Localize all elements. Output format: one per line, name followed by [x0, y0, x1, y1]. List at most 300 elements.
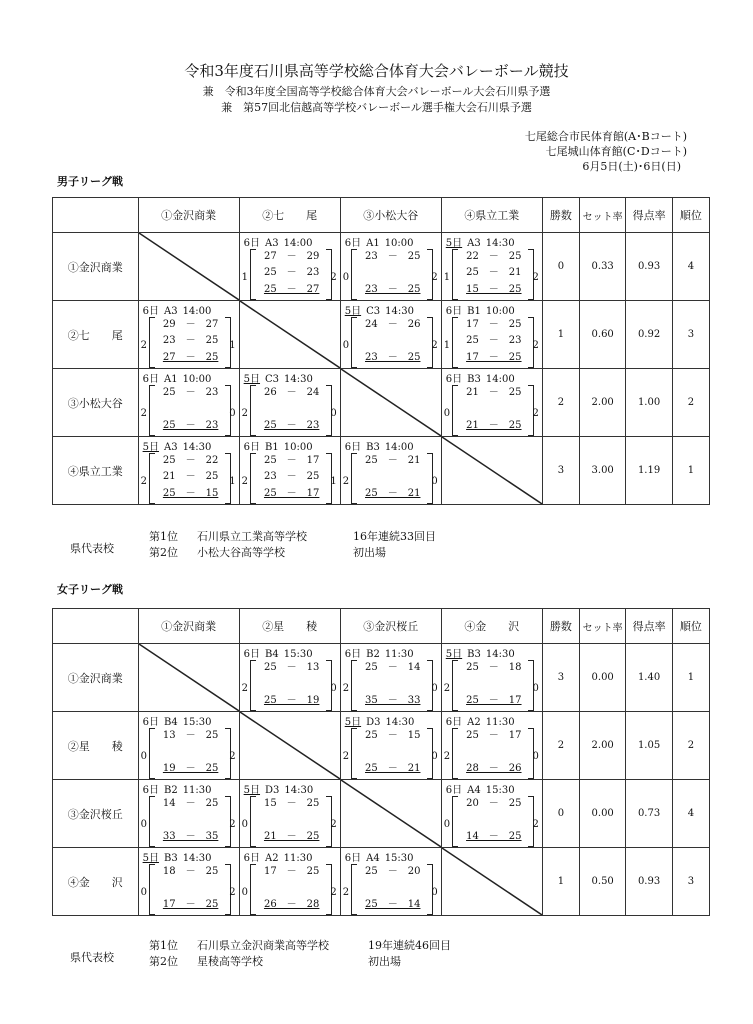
- stat-column-header: セット率: [579, 609, 625, 644]
- stat-column-header: セット率: [579, 198, 625, 233]
- match-court: A3: [163, 442, 178, 453]
- match-header: [446, 370, 515, 385]
- match-court: B4: [163, 717, 178, 728]
- set-score: 23 － 25: [365, 251, 421, 262]
- left-bracket: [149, 317, 155, 368]
- match-court: A2: [467, 717, 481, 728]
- self-match-cell: [138, 233, 239, 301]
- sets-lost: 1: [330, 476, 337, 487]
- left-bracket: [351, 453, 357, 504]
- match-time: 10:00: [485, 306, 515, 317]
- team-column-header: ②七 尾: [239, 198, 340, 233]
- set-score: 28 － 26: [466, 763, 522, 774]
- match-time: 10:00: [182, 374, 212, 385]
- set-score: 17 － 25: [263, 866, 320, 877]
- match-day: 6日: [445, 306, 463, 317]
- set-scores: [460, 728, 528, 777]
- sets-lost: 0: [431, 683, 438, 694]
- match-day: 5日: [445, 238, 463, 249]
- sets-won: 0: [140, 819, 147, 830]
- sets-won: 2: [140, 340, 147, 351]
- self-match-cell: [441, 437, 542, 505]
- match-cell: [340, 644, 441, 712]
- match-cell: [441, 780, 542, 848]
- sets-won: 0: [140, 887, 147, 898]
- match-time: 14:30: [485, 238, 515, 249]
- sets-won: 2: [443, 751, 451, 762]
- corner-cell: [53, 198, 139, 233]
- set-score: 25 － 23: [263, 420, 320, 431]
- point-ratio-cell: 0.92: [626, 301, 672, 369]
- match-day: 6日: [142, 785, 159, 796]
- set-score: 20 － 25: [466, 798, 522, 809]
- set-score: 21 － 25: [466, 387, 522, 398]
- match-day: 5日: [445, 649, 463, 660]
- left-bracket: [250, 249, 256, 300]
- set-score: 22 － 25: [466, 251, 522, 262]
- team-row: [53, 437, 710, 505]
- sets-won: 2: [443, 683, 451, 694]
- match-cell: [340, 437, 441, 505]
- match-day: 6日: [445, 374, 463, 385]
- match-cell: [138, 437, 239, 505]
- match-day: 6日: [243, 238, 261, 249]
- league-title: 女子リーグ戦: [57, 583, 123, 596]
- match-court: B1: [467, 306, 481, 317]
- match-court: A1: [366, 238, 380, 249]
- match-day: 6日: [142, 717, 159, 728]
- set-score: [157, 401, 225, 416]
- team-row: [53, 848, 710, 916]
- set-scores: [258, 385, 326, 434]
- diagonal-line: [139, 644, 239, 711]
- sets-lost: 2: [229, 751, 236, 762]
- match-time: 15:30: [485, 785, 515, 796]
- match-day: 6日: [142, 374, 159, 385]
- set-score: 27 － 25: [162, 352, 219, 363]
- match-time: 14:30: [385, 306, 414, 317]
- sets-lost: 0: [532, 683, 539, 694]
- set-score: 21 － 25: [466, 420, 522, 431]
- match-cell: [239, 848, 340, 916]
- match-header: [143, 713, 212, 728]
- set-score: 25 － 21: [365, 763, 421, 774]
- match-time: 14:00: [283, 238, 313, 249]
- rank-cell: 4: [672, 233, 709, 301]
- left-bracket: [351, 660, 357, 711]
- team-column-header: ④県立工業: [441, 198, 542, 233]
- match-cell: [239, 644, 340, 712]
- set-score: 25 － 19: [263, 695, 320, 706]
- set-score: 25 － 17: [263, 488, 320, 499]
- match-time: 15:30: [384, 853, 414, 864]
- set-score: 25 － 14: [365, 899, 421, 910]
- match-court: A1: [163, 374, 178, 385]
- set-score: 18 － 25: [162, 866, 219, 877]
- set-scores: [460, 249, 528, 298]
- set-scores: [359, 249, 427, 298]
- wins-cell: 0: [542, 233, 579, 301]
- representative-place: 第2位: [149, 546, 178, 559]
- diagonal-line: [240, 712, 340, 779]
- match-court: A3: [163, 306, 178, 317]
- match-cell: [138, 369, 239, 437]
- sets-lost: 0: [431, 751, 438, 762]
- set-score: 25 － 23: [162, 387, 219, 398]
- match-court: B1: [265, 442, 279, 453]
- match-header: [446, 302, 515, 317]
- set-score: 24 － 26: [365, 319, 421, 330]
- match-cell: [239, 233, 340, 301]
- set-score: 23 － 25: [365, 352, 421, 363]
- match-header: [345, 645, 414, 660]
- match-header: [345, 849, 414, 864]
- wins-cell: 3: [542, 437, 579, 505]
- set-score: [359, 265, 427, 280]
- match-cell: [138, 301, 239, 369]
- team-row: [53, 301, 710, 369]
- stat-column-header: 順位: [672, 198, 709, 233]
- match-cell: [441, 233, 542, 301]
- sets-lost: 1: [229, 340, 236, 351]
- sets-won: 0: [342, 272, 350, 283]
- left-bracket: [250, 796, 256, 847]
- sets-lost: 2: [431, 272, 438, 283]
- set-scores: [258, 864, 326, 913]
- match-day: 5日: [142, 853, 159, 864]
- set-score: 25 － 20: [365, 866, 421, 877]
- set-score: 26 － 24: [263, 387, 320, 398]
- set-score: [359, 744, 427, 759]
- self-match-cell: [340, 780, 441, 848]
- set-score: [157, 744, 225, 759]
- match-cell: [138, 848, 239, 916]
- sets-lost: 2: [330, 819, 337, 830]
- set-score: [258, 812, 326, 827]
- sets-won: 0: [241, 819, 249, 830]
- diagonal-line: [341, 369, 441, 436]
- set-score: 25 － 18: [466, 662, 522, 673]
- self-match-cell: [441, 848, 542, 916]
- set-scores: [157, 317, 225, 366]
- set-score: 25 － 23: [466, 335, 522, 346]
- match-time: 14:00: [182, 306, 212, 317]
- sets-lost: 2: [330, 887, 337, 898]
- set-score: 13 － 25: [162, 730, 219, 741]
- set-score: 25 － 13: [263, 662, 320, 673]
- sets-lost: 0: [229, 408, 236, 419]
- set-score: 15 － 25: [466, 284, 522, 295]
- match-time: 11:30: [182, 785, 212, 796]
- match-header: [244, 370, 313, 385]
- league-title: 男子リーグ戦: [57, 175, 123, 188]
- match-header: [244, 849, 313, 864]
- set-scores: [258, 796, 326, 845]
- sets-lost: 0: [532, 751, 539, 762]
- match-time: 14:30: [182, 853, 212, 864]
- team-row-label: ①金沢商業: [53, 233, 139, 301]
- rank-cell: 4: [672, 780, 709, 848]
- match-cell: [138, 712, 239, 780]
- rank-cell: 2: [672, 712, 709, 780]
- left-bracket: [351, 317, 357, 368]
- sets-won: 1: [443, 272, 451, 283]
- representative-place: 第1位: [149, 939, 178, 952]
- match-day: 6日: [344, 853, 362, 864]
- match-time: 15:30: [182, 717, 212, 728]
- set-scores: [460, 385, 528, 434]
- sets-won: 2: [140, 408, 147, 419]
- representative-note: 初出場: [353, 546, 386, 559]
- set-score: [460, 812, 528, 827]
- set-score: 25 － 17: [466, 730, 522, 741]
- self-match-cell: [340, 369, 441, 437]
- left-bracket: [351, 728, 357, 779]
- set-score: [460, 401, 528, 416]
- match-day: 6日: [344, 649, 362, 660]
- set-scores: [359, 453, 427, 502]
- sets-lost: 2: [229, 819, 236, 830]
- set-score: [359, 469, 427, 484]
- stat-column-header: 得点率: [626, 198, 672, 233]
- sets-won: 0: [443, 819, 451, 830]
- set-score: [258, 880, 326, 895]
- sets-lost: 0: [330, 683, 337, 694]
- match-day: 5日: [142, 442, 159, 453]
- set-score: 25 － 21: [365, 488, 421, 499]
- set-score: 14 － 25: [162, 798, 219, 809]
- match-header: [244, 438, 313, 453]
- match-header: [143, 302, 212, 317]
- rank-cell: 3: [672, 301, 709, 369]
- sets-won: 1: [443, 340, 451, 351]
- match-time: 15:30: [283, 649, 313, 660]
- match-court: B3: [467, 374, 481, 385]
- set-ratio-cell: 0.00: [579, 780, 625, 848]
- team-row-label: ①金沢商業: [53, 644, 139, 712]
- left-bracket: [250, 453, 256, 504]
- match-cell: [441, 712, 542, 780]
- match-court: B3: [467, 649, 481, 660]
- team-row: [53, 780, 710, 848]
- sets-won: 2: [342, 683, 350, 694]
- representatives-label: 県代表校: [70, 542, 114, 555]
- match-court: B3: [163, 853, 178, 864]
- match-header: [143, 370, 212, 385]
- set-scores: [359, 660, 427, 709]
- match-header: [244, 645, 313, 660]
- team-column-header: ③小松大谷: [340, 198, 441, 233]
- representative-note: 初出場: [368, 955, 401, 968]
- wins-cell: 0: [542, 780, 579, 848]
- set-score: 25 － 21: [365, 455, 421, 466]
- left-bracket: [250, 660, 256, 711]
- set-score: 25 － 22: [162, 455, 219, 466]
- stat-column-header: 勝数: [542, 198, 579, 233]
- match-court: B3: [366, 442, 380, 453]
- match-cell: [239, 369, 340, 437]
- document-subtitle-1: 兼 令和3年度全国高等学校総合体育大会バレーボール大会石川県予選: [202, 85, 551, 98]
- point-ratio-cell: 1.00: [626, 369, 672, 437]
- wins-cell: 1: [542, 848, 579, 916]
- match-time: 14:30: [385, 717, 415, 728]
- wins-cell: 2: [542, 712, 579, 780]
- set-score: [460, 744, 528, 759]
- set-scores: [258, 660, 326, 709]
- match-court: D3: [265, 785, 280, 796]
- team-column-header: ③金沢桜丘: [340, 609, 441, 644]
- sets-lost: 1: [229, 476, 236, 487]
- match-header: [244, 781, 314, 796]
- match-cell: [441, 301, 542, 369]
- left-bracket: [351, 249, 357, 300]
- sets-won: 1: [241, 272, 249, 283]
- set-score: [359, 333, 427, 348]
- match-day: 6日: [243, 649, 261, 660]
- sets-won: 2: [342, 887, 350, 898]
- sets-lost: 2: [229, 887, 236, 898]
- diagonal-line: [341, 780, 441, 847]
- set-score: [157, 812, 225, 827]
- match-day: 6日: [243, 853, 261, 864]
- self-match-cell: [239, 301, 340, 369]
- left-bracket: [452, 385, 458, 436]
- left-bracket: [452, 796, 458, 847]
- set-score: 26 － 28: [263, 899, 320, 910]
- match-day: 6日: [344, 238, 362, 249]
- match-cell: [340, 301, 441, 369]
- self-match-cell: [138, 644, 239, 712]
- set-score: 29 － 27: [162, 319, 219, 330]
- set-score: 21 － 25: [263, 831, 320, 842]
- match-header: [143, 849, 212, 864]
- match-time: 11:30: [485, 717, 515, 728]
- corner-cell: [53, 609, 139, 644]
- sets-won: 2: [342, 751, 350, 762]
- set-score: 25 － 21: [466, 267, 522, 278]
- set-score: [359, 676, 427, 691]
- match-header: [345, 302, 414, 317]
- match-header: [446, 713, 515, 728]
- set-score: 25 － 14: [365, 662, 421, 673]
- match-cell: [239, 780, 340, 848]
- representative-note: 16年連続33回目: [353, 530, 436, 543]
- match-cell: [441, 644, 542, 712]
- rank-cell: 1: [672, 644, 709, 712]
- set-score: 23 － 25: [263, 471, 320, 482]
- set-scores: [157, 728, 225, 777]
- set-score: 25 － 23: [263, 267, 320, 278]
- representative-school: 石川県立工業高等学校: [197, 530, 307, 543]
- wins-cell: 3: [542, 644, 579, 712]
- match-header: [446, 234, 515, 249]
- document-subtitle-2: 兼 第57回北信越高等学校バレーボール選手権大会石川県予選: [221, 101, 532, 114]
- point-ratio-cell: 0.93: [626, 848, 672, 916]
- point-ratio-cell: 1.05: [626, 712, 672, 780]
- set-ratio-cell: 3.00: [579, 437, 625, 505]
- set-score: [460, 676, 528, 691]
- set-scores: [460, 317, 528, 366]
- set-score: [258, 676, 326, 691]
- set-score: 27 － 29: [263, 251, 320, 262]
- set-score: 25 － 23: [162, 420, 219, 431]
- match-court: C3: [366, 306, 381, 317]
- match-time: 14:00: [485, 374, 515, 385]
- sets-lost: 0: [330, 408, 337, 419]
- match-time: 14:30: [284, 785, 314, 796]
- self-match-cell: [239, 712, 340, 780]
- sets-won: 2: [140, 476, 147, 487]
- match-time: 10:00: [283, 442, 313, 453]
- match-court: A4: [366, 853, 380, 864]
- set-scores: [258, 453, 326, 502]
- set-scores: [359, 864, 427, 913]
- set-score: 23 － 25: [162, 335, 219, 346]
- diagonal-line: [240, 301, 340, 368]
- left-bracket: [452, 660, 458, 711]
- league-table: [52, 197, 710, 505]
- diagonal-line: [139, 233, 239, 300]
- match-court: B2: [366, 649, 380, 660]
- match-day: 5日: [344, 717, 362, 728]
- match-time: 14:30: [284, 374, 313, 385]
- team-row: [53, 712, 710, 780]
- document-title: 令和3年度石川県高等学校総合体育大会バレーボール競技: [184, 62, 569, 80]
- set-score: 25 － 15: [365, 730, 421, 741]
- set-scores: [157, 453, 225, 502]
- team-row: [53, 644, 710, 712]
- stat-column-header: 順位: [672, 609, 709, 644]
- team-row: [53, 369, 710, 437]
- set-score: [359, 880, 427, 895]
- set-score: 25 － 27: [263, 284, 320, 295]
- match-cell: [340, 848, 441, 916]
- team-row-label: ③小松大谷: [53, 369, 139, 437]
- match-court: A3: [467, 238, 481, 249]
- team-column-header: ④金 沢: [441, 609, 542, 644]
- set-ratio-cell: 0.00: [579, 644, 625, 712]
- sets-lost: 0: [431, 887, 438, 898]
- match-day: 5日: [243, 374, 261, 385]
- left-bracket: [351, 864, 357, 915]
- left-bracket: [149, 728, 155, 779]
- match-cell: [340, 233, 441, 301]
- match-header: [244, 234, 313, 249]
- match-day: 6日: [445, 717, 463, 728]
- match-cell: [138, 780, 239, 848]
- sets-lost: 2: [431, 340, 438, 351]
- venue-1: 七尾総合市民体育館(A･Bコート): [524, 130, 687, 143]
- representative-place: 第1位: [149, 530, 178, 543]
- left-bracket: [452, 728, 458, 779]
- match-day: 6日: [243, 442, 261, 453]
- set-score: 25 － 17: [466, 695, 522, 706]
- set-score: 14 － 25: [466, 831, 522, 842]
- set-score: 15 － 25: [263, 798, 320, 809]
- sets-lost: 2: [532, 272, 539, 283]
- match-header: [143, 781, 212, 796]
- set-scores: [359, 317, 427, 366]
- set-scores: [359, 728, 427, 777]
- team-row-label: ③金沢桜丘: [53, 780, 139, 848]
- stat-column-header: 得点率: [626, 609, 672, 644]
- set-scores: [157, 864, 225, 913]
- set-scores: [258, 249, 326, 298]
- match-court: C3: [265, 374, 280, 385]
- set-score: 35 － 33: [365, 695, 421, 706]
- sets-lost: 2: [330, 272, 337, 283]
- match-time: 14:30: [485, 649, 515, 660]
